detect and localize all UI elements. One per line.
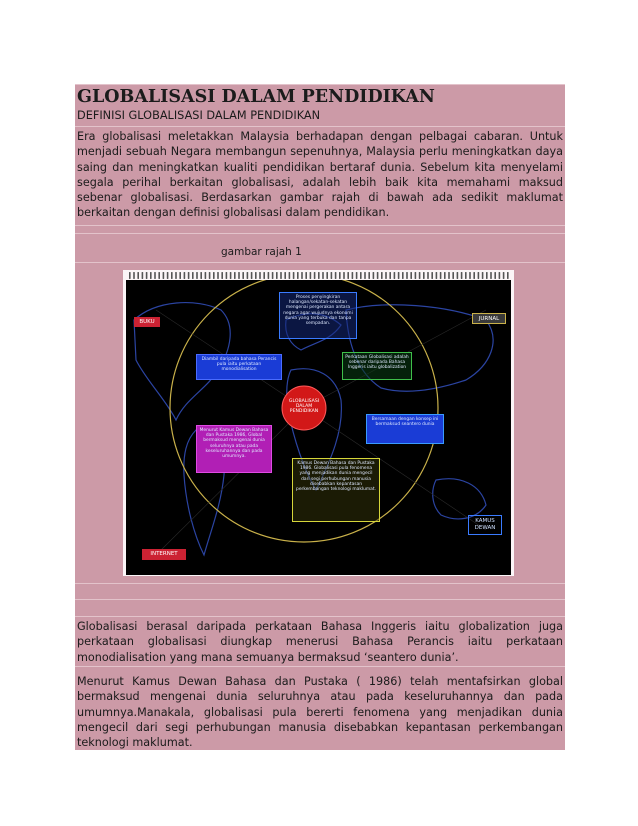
world-map-diagram <box>126 280 511 575</box>
binding-ring <box>452 272 454 279</box>
binding-ring <box>373 272 375 279</box>
binding-ring <box>284 272 286 279</box>
spiral-binding <box>123 270 514 280</box>
binding-ring <box>499 272 501 279</box>
divider <box>75 262 565 263</box>
label-jurnal: JURNAL <box>472 313 506 324</box>
binding-ring <box>217 272 219 279</box>
binding-ring <box>352 272 354 279</box>
binding-ring <box>226 272 228 279</box>
binding-ring <box>272 272 274 279</box>
binding-ring <box>457 272 459 279</box>
binding-ring <box>494 272 496 279</box>
binding-ring <box>158 272 160 279</box>
paragraph-globalisasi-origin: Globalisasi berasal daripada perkataan Bahasa Inggeris iaitu globalization juga perkataan globalisasi diungkap menerusi Bahasa Perancis iaitu perkataan monodialisation yang mana semuanya bermaksud ‘seantero dunia’. <box>77 620 563 664</box>
binding-ring <box>297 272 299 279</box>
page-title: GLOBALISASI DALAM PENDIDIKAN <box>77 87 435 107</box>
label-kamus-dewan: KAMUS DEWAN <box>468 515 502 535</box>
binding-ring <box>415 272 417 279</box>
binding-ring <box>230 272 232 279</box>
label-internet: INTERNET <box>142 549 186 560</box>
binding-ring <box>133 272 135 279</box>
box-left-magenta: Menurut Kamus Dewan Bahasa dan Pustaka 1986, Global bermaksud mengenai dunia seluruhnya atau pada keseluruhannya dan pada umumnya. <box>196 425 272 473</box>
binding-ring <box>448 272 450 279</box>
binding-ring <box>146 272 148 279</box>
figure-caption: gambar rajah 1 <box>221 246 302 258</box>
binding-ring <box>503 272 505 279</box>
binding-ring <box>263 272 265 279</box>
divider <box>75 225 565 226</box>
binding-ring <box>427 272 429 279</box>
binding-ring <box>356 272 358 279</box>
binding-ring <box>322 272 324 279</box>
binding-ring <box>406 272 408 279</box>
binding-ring <box>343 272 345 279</box>
binding-ring <box>465 272 467 279</box>
center-label: GLOBALISASI DALAM PENDIDIKAN <box>288 399 320 415</box>
divider <box>75 84 565 85</box>
binding-ring <box>423 272 425 279</box>
binding-ring <box>154 272 156 279</box>
binding-ring <box>473 272 475 279</box>
binding-ring <box>364 272 366 279</box>
binding-ring <box>310 272 312 279</box>
label-buku: BUKU <box>134 317 160 327</box>
binding-ring <box>188 272 190 279</box>
binding-ring <box>301 272 303 279</box>
binding-ring <box>184 272 186 279</box>
divider <box>75 233 565 234</box>
document-page <box>75 84 565 750</box>
binding-ring <box>469 272 471 279</box>
binding-ring <box>507 272 509 279</box>
binding-ring <box>335 272 337 279</box>
binding-ring <box>150 272 152 279</box>
binding-ring <box>259 272 261 279</box>
binding-ring <box>129 272 131 279</box>
binding-ring <box>331 272 333 279</box>
box-right-blue: Bersamaan dengan konsep ini bermaksud seantero dunia <box>366 414 444 444</box>
binding-ring <box>490 272 492 279</box>
binding-ring <box>444 272 446 279</box>
binding-ring <box>247 272 249 279</box>
binding-ring <box>339 272 341 279</box>
binding-ring <box>238 272 240 279</box>
divider <box>75 666 565 667</box>
box-left-blue: Diambil daripada bahasa Perancis pula iaitu perkataan monodialisation <box>196 354 282 380</box>
divider <box>75 126 565 127</box>
binding-ring <box>440 272 442 279</box>
binding-ring <box>482 272 484 279</box>
page-subtitle: DEFINISI GLOBALISASI DALAM PENDIDIKAN <box>77 109 321 122</box>
binding-ring <box>326 272 328 279</box>
binding-ring <box>289 272 291 279</box>
binding-ring <box>314 272 316 279</box>
binding-ring <box>171 272 173 279</box>
divider <box>75 599 565 600</box>
binding-ring <box>305 272 307 279</box>
binding-ring <box>175 272 177 279</box>
intro-paragraph: Era globalisasi meletakkan Malaysia berhadapan dengan pelbagai cabaran. Untuk menjadi sebuah Negara membangun sepenuhnya, Malaysia perlu meningkatkan daya saing dan meningkatkan kualiti pendidikan bertaraf dunia. Sebelum kita menyelami segala perihal berkaitan globalisasi, adalah lebih baik kita memahami maksud sebenar globalisasi. Berdasarkan gambar rajah di bawah ada sedikit maklumat berkaitan dengan definisi globalisasi dalam pendidikan. <box>77 130 563 220</box>
divider <box>75 583 565 584</box>
binding-ring <box>255 272 257 279</box>
binding-ring <box>276 272 278 279</box>
binding-ring <box>242 272 244 279</box>
binding-ring <box>431 272 433 279</box>
binding-ring <box>167 272 169 279</box>
binding-ring <box>192 272 194 279</box>
binding-ring <box>200 272 202 279</box>
box-right-green: Perkataan Globalisasi adalah sebenar daripada Bahasa Inggeris iaitu globalization <box>342 352 412 380</box>
binding-ring <box>381 272 383 279</box>
binding-ring <box>205 272 207 279</box>
divider <box>75 616 565 617</box>
binding-ring <box>137 272 139 279</box>
binding-ring <box>478 272 480 279</box>
binding-ring <box>394 272 396 279</box>
binding-ring <box>293 272 295 279</box>
binding-ring <box>486 272 488 279</box>
binding-ring <box>402 272 404 279</box>
binding-ring <box>410 272 412 279</box>
binding-ring <box>142 272 144 279</box>
binding-ring <box>221 272 223 279</box>
binding-ring <box>234 272 236 279</box>
binding-ring <box>163 272 165 279</box>
binding-ring <box>268 272 270 279</box>
diagram-figure <box>123 270 514 576</box>
binding-ring <box>196 272 198 279</box>
binding-ring <box>398 272 400 279</box>
binding-ring <box>461 272 463 279</box>
binding-ring <box>389 272 391 279</box>
binding-ring <box>360 272 362 279</box>
binding-ring <box>318 272 320 279</box>
binding-ring <box>419 272 421 279</box>
binding-ring <box>251 272 253 279</box>
binding-ring <box>280 272 282 279</box>
binding-ring <box>213 272 215 279</box>
box-bottom-yellow: Kamus Dewan Bahasa dan Pustaka 1986. Globalisasi pula fenomena yang menjadikan dunia mengecil dari segi perhubungan manusia disebabkan kepantasan perkembangan teknologi maklumat. <box>292 458 380 522</box>
paragraph-kamus-dewan: Menurut Kamus Dewan Bahasa dan Pustaka ( 1986) telah mentafsirkan global bermaksud mengenai dunia seluruhnya atau pada keseluruhannya dan pada umumnya.Manakala, globalisasi pula bererti fenomena yang menjadikan dunia mengecil dari segi perhubungan manusia disebabkan kepantasan perkembangan teknologi maklumat. <box>77 675 563 750</box>
binding-ring <box>179 272 181 279</box>
binding-ring <box>368 272 370 279</box>
box-top-definition: Proses penyingkiran halangan/sekatan-sekatan mengenai pergerakan antara negara agar wujudnya ekonomi dunia yang terbuka dan tanpa sempadan. <box>279 292 357 339</box>
binding-ring <box>377 272 379 279</box>
binding-ring <box>347 272 349 279</box>
binding-ring <box>385 272 387 279</box>
binding-ring <box>209 272 211 279</box>
binding-ring <box>436 272 438 279</box>
